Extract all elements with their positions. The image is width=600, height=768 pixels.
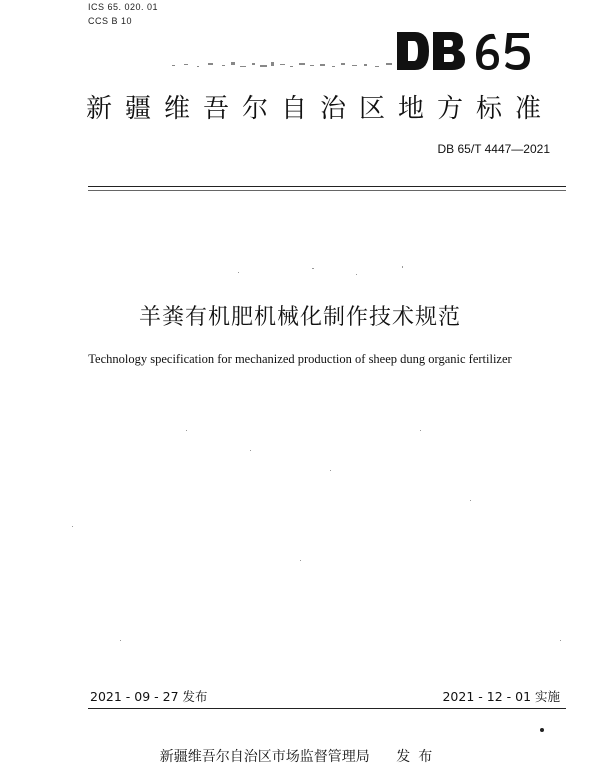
bottom-divider (88, 708, 566, 709)
issuer-action: 发布 (396, 749, 441, 765)
db-logo (395, 28, 535, 74)
publish-date: 2021 - 09 - 27 发布 (90, 689, 208, 704)
title-english: Technology specification for mechanized production of sheep dung organic fertilizer (88, 352, 512, 366)
top-divider-secondary (88, 190, 566, 191)
ccs-code: CCS B 10 (88, 16, 133, 26)
ics-code: ICS 65. 020. 01 (88, 2, 159, 12)
title-chinese: 羊粪有机肥机械化制作技术规范 (138, 305, 461, 330)
standard-number: DB 65/T 4447—2021 (437, 142, 550, 156)
scan-speckle (170, 60, 400, 70)
issuer-line (0, 746, 600, 766)
effective-date: 2021 - 12 - 01 实施 (442, 689, 560, 704)
db-logo-mark (395, 28, 535, 74)
issuer-organization: 新疆维吾尔自治区市场监督管理局 (159, 749, 370, 765)
standard-category: 新疆维吾尔自治区地方标准 (86, 94, 555, 124)
top-divider (88, 186, 566, 187)
